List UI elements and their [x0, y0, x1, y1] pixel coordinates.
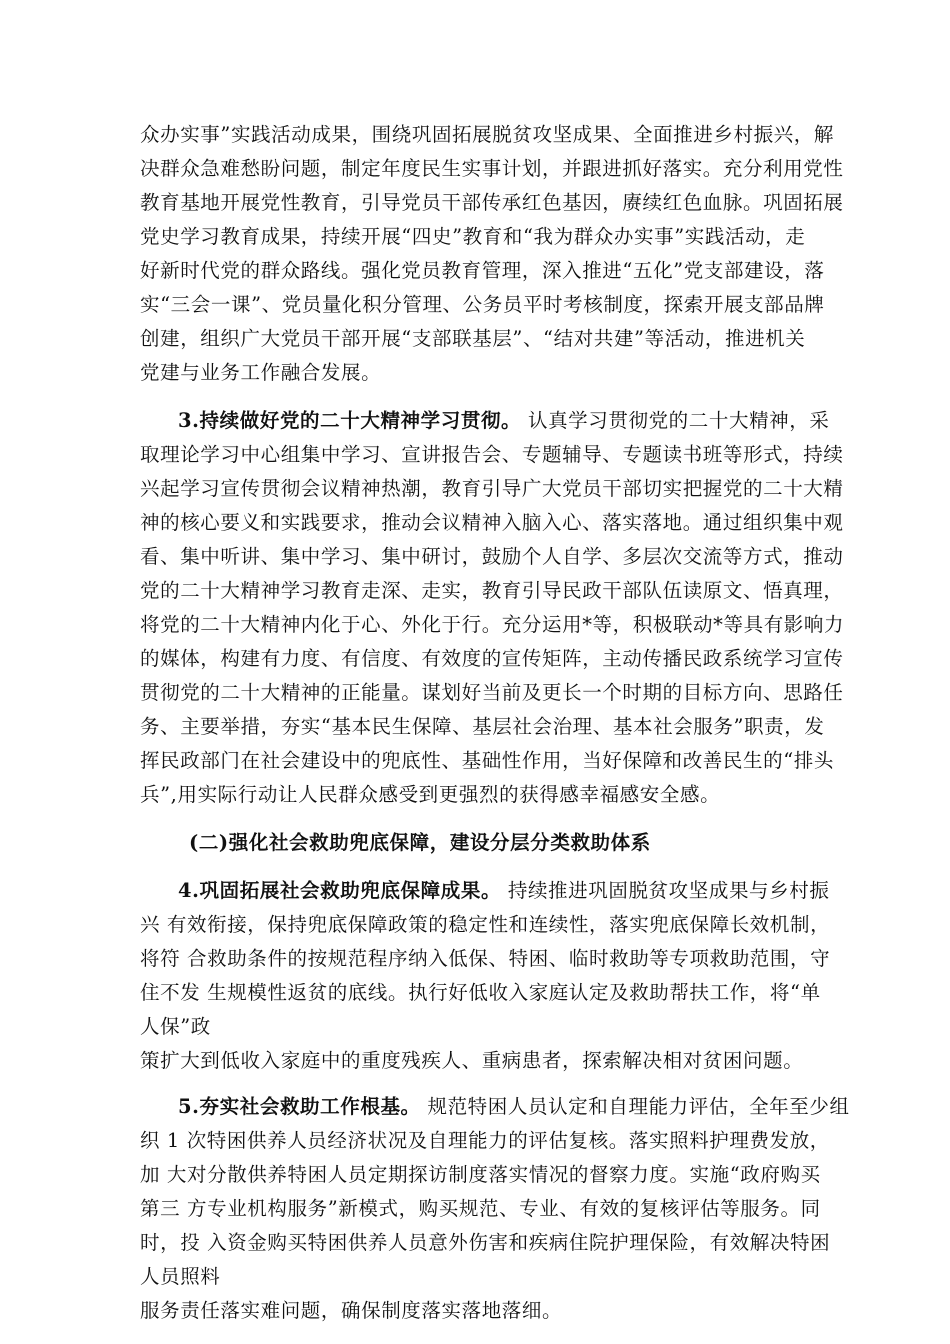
item-3-first-text: 认真学习贯彻党的二十大精神，采 [521, 409, 830, 432]
item-5-heading: 5.夯实社会救助工作根基。 [178, 1095, 421, 1118]
item-3-heading: 3.持续做好党的二十大精神学习贯彻。 [178, 409, 522, 432]
item-4-line-3: 将符 合救助条件的按规范程序纳入低保、特困、临时救助等专项救助范围，守 [140, 947, 831, 970]
paragraph-1-line-1: 众办实事”实践活动成果，围绕巩固拓展脱贫攻坚成果、全面推进乡村振兴，解 [140, 123, 834, 146]
item-3-line-5: 看、集中听讲、集中学习、集中研讨，鼓励个人自学、多层次交流等方式，推动 [140, 545, 844, 568]
item-3-line-9: 贯彻党的二十大精神的正能量。谋划好当前及更长一个时期的目标方向、思路任 [140, 681, 844, 704]
item-5-line-4: 第三 方专业机构服务”新模式，购买规范、专业、有效的复核评估等服务。同 [140, 1197, 821, 1220]
item-4-line-6: 策扩大到低收入家庭中的重度残疾人、重病患者，探索解决相对贫困问题。 [140, 1049, 804, 1072]
item-4-heading: 4.巩固拓展社会救助兜底保障成果。 [178, 879, 502, 902]
item-3-line-10: 务、主要举措，夯实“基本民生保障、基层社会治理、基本社会服务”职责，发 [140, 715, 825, 738]
paragraph-1-line-6: 实“三会一课”、党员量化积分管理、公务员平时考核制度，探索开展支部品牌 [140, 293, 825, 316]
item-4-first-line [178, 877, 848, 905]
item-5-line-5: 时，投 入资金购买特困供养人员意外伤害和疾病住院护理保险，有效解决特困 [140, 1231, 831, 1254]
item-3-line-2: 取理论学习中心组集中学习、宣讲报告会、专题辅导、专题读书班等形式，持续 [140, 443, 844, 466]
item-5-line-3: 加 大对分散供养特困人员定期探访制度落实情况的督察力度。实施“政府购买 [140, 1163, 821, 1186]
item-5-first-text: 规范特困人员认定和自理能力评估，全年至少组 [420, 1095, 850, 1118]
item-3-first-line [178, 407, 848, 435]
item-4-line-5: 人保”政 [140, 1015, 211, 1038]
paragraph-1-line-4: 党史学习教育成果，持续开展“四史”教育和“我为群众办实事”实践活动，走 [140, 225, 806, 248]
section-heading-2: (二)强化社会救助兜底保障，建设分层分类救助体系 [189, 831, 651, 854]
item-5-line-6: 人员照料 [140, 1265, 221, 1288]
paragraph-1-line-2: 决群众急难愁盼问题，制定年度民生实事计划，并跟进抓好落实。充分利用党性 [140, 157, 844, 180]
item-3-line-4: 神的核心要义和实践要求，推动会议精神入脑入心、落实落地。通过组织集中观 [140, 511, 844, 534]
item-3-line-3: 兴起学习宣传贯彻会议精神热潮，教育引导广大党员干部切实把握党的二十大精 [140, 477, 844, 500]
paragraph-1-line-8: 党建与业务工作融合发展。 [140, 361, 382, 384]
item-4-line-2: 兴 有效衔接，保持兜底保障政策的稳定性和连续性，落实兜底保障长效机制， [140, 913, 831, 936]
item-3-line-6: 党的二十大精神学习教育走深、走实，教育引导民政干部队伍读原文、悟真理， [140, 579, 844, 602]
item-3-line-7: 将党的二十大精神内化于心、外化于行。充分运用*等，积极联动*等具有影响力 [140, 613, 845, 636]
item-5-first-line [178, 1093, 848, 1121]
item-3-line-12: 兵”,用实际行动让人民群众感受到更强烈的获得感幸福感安全感。 [140, 783, 721, 806]
item-5-line-7: 服务责任落实难问题，确保制度落实落地落细。 [140, 1299, 563, 1322]
item-3-line-8: 的媒体，构建有力度、有信度、有效度的宣传矩阵，主动传播民政系统学习宣传 [140, 647, 844, 670]
item-4-first-text: 持续推进巩固脱贫攻坚成果与乡村振 [501, 879, 830, 902]
paragraph-1-line-3: 教育基地开展党性教育，引导党员干部传承红色基因，赓续红色血脉。巩固拓展 [140, 191, 844, 214]
paragraph-1-line-7: 创建，组织广大党员干部开展“支部联基层”、“结对共建”等活动，推进机关 [140, 327, 806, 350]
paragraph-1-line-5: 好新时代党的群众路线。强化党员教育管理，深入推进“五化”党支部建设，落 [140, 259, 825, 282]
item-3-line-11: 挥民政部门在社会建设中的兜底性、基础性作用，当好保障和改善民生的“排头 [140, 749, 834, 772]
item-4-line-4: 住不发 生规模性返贫的底线。执行好低收入家庭认定及救助帮扶工作，将“单 [140, 981, 821, 1004]
item-5-line-2: 织 1 次特困供养人员经济状况及自理能力的评估复核。落实照料护理费发放， [140, 1129, 830, 1152]
